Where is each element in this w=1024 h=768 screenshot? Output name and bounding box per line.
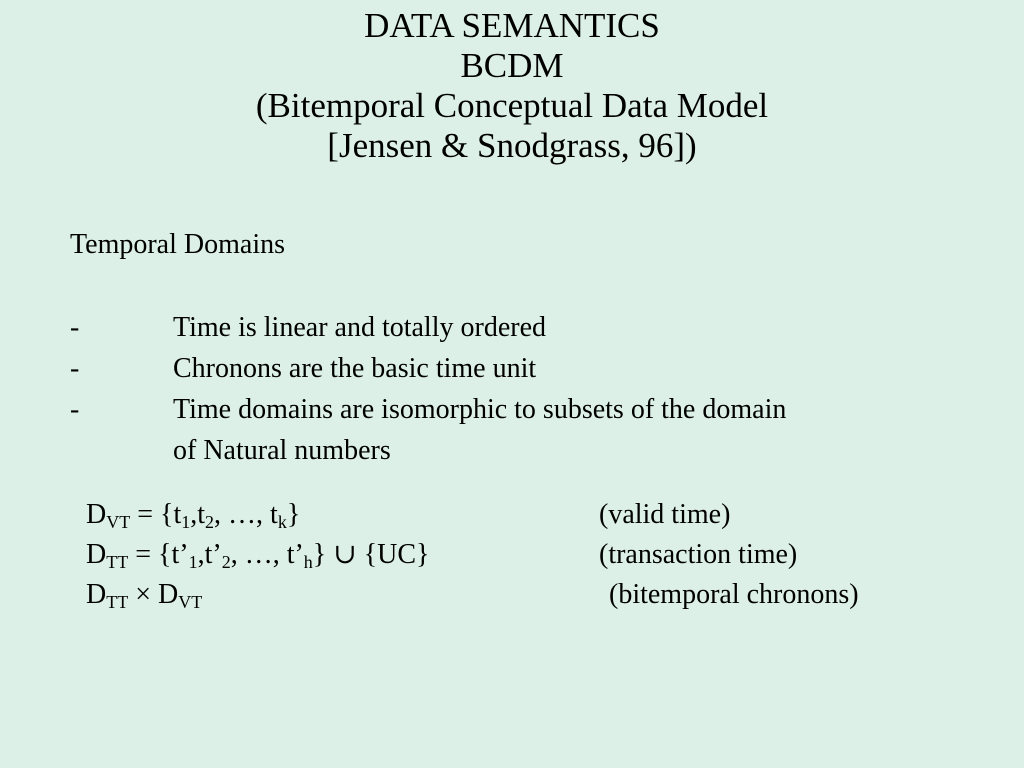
formula-subscript: h (303, 552, 313, 572)
formula-subscript: 2 (221, 552, 231, 572)
bullet-text-continuation: of Natural numbers (173, 435, 391, 466)
formula-subscript: 1 (181, 512, 191, 532)
title-line: DATA SEMANTICS (364, 6, 660, 45)
bullet-marker: - (70, 394, 80, 425)
formula-subscript: TT (106, 552, 129, 572)
formula-row-transaction-time (86, 535, 966, 575)
formula-symbol: D (86, 579, 107, 610)
title-line: (Bitemporal Conceptual Data Model (255, 86, 769, 125)
formula-subscript: k (277, 512, 287, 532)
formula-symbol: D (86, 539, 107, 570)
slide-title (0, 6, 1024, 166)
formula-text: , …, t (214, 499, 278, 530)
formula-subscript: 2 (205, 512, 215, 532)
bullet-text: Time is linear and totally ordered (173, 312, 546, 343)
formula-transaction-time-domain (86, 535, 429, 575)
title-line: BCDM (460, 46, 564, 85)
bullet-list (70, 307, 970, 471)
formula-block (86, 495, 966, 615)
formula-text: × D (128, 579, 179, 610)
formula-text: = {t (130, 499, 182, 530)
formula-subscript: VT (178, 592, 203, 612)
section-heading: Temporal Domains (70, 229, 285, 260)
formula-text: ,t (190, 499, 206, 530)
formula-text: } (286, 499, 301, 530)
formula-text: , …, t’ (230, 539, 304, 570)
formula-note: (bitemporal chronons) (609, 579, 859, 610)
bullet-marker: - (70, 312, 80, 343)
formula-note: (transaction time) (599, 539, 798, 570)
formula-text: ,t’ (197, 539, 222, 570)
formula-subscript: VT (106, 512, 131, 532)
formula-note: (valid time) (599, 499, 731, 530)
formula-text: } ∪ {UC} (312, 539, 430, 570)
formula-text: = {t’ (128, 539, 189, 570)
formula-subscript: 1 (188, 552, 198, 572)
bullet-marker: - (70, 353, 80, 384)
formula-valid-time-domain (86, 495, 300, 535)
formula-row-valid-time (86, 495, 966, 535)
bullet-item (70, 307, 970, 348)
title-line: [Jensen & Snodgrass, 96]) (327, 126, 697, 165)
formula-subscript: TT (106, 592, 129, 612)
bullet-text: Chronons are the basic time unit (173, 353, 537, 384)
formula-symbol: D (86, 499, 107, 530)
bullet-item (70, 348, 970, 389)
formula-row-bitemporal (86, 575, 966, 615)
bullet-text: Time domains are isomorphic to subsets of the domain (173, 394, 787, 425)
bullet-item (70, 389, 970, 471)
formula-bitemporal-product (86, 575, 202, 615)
